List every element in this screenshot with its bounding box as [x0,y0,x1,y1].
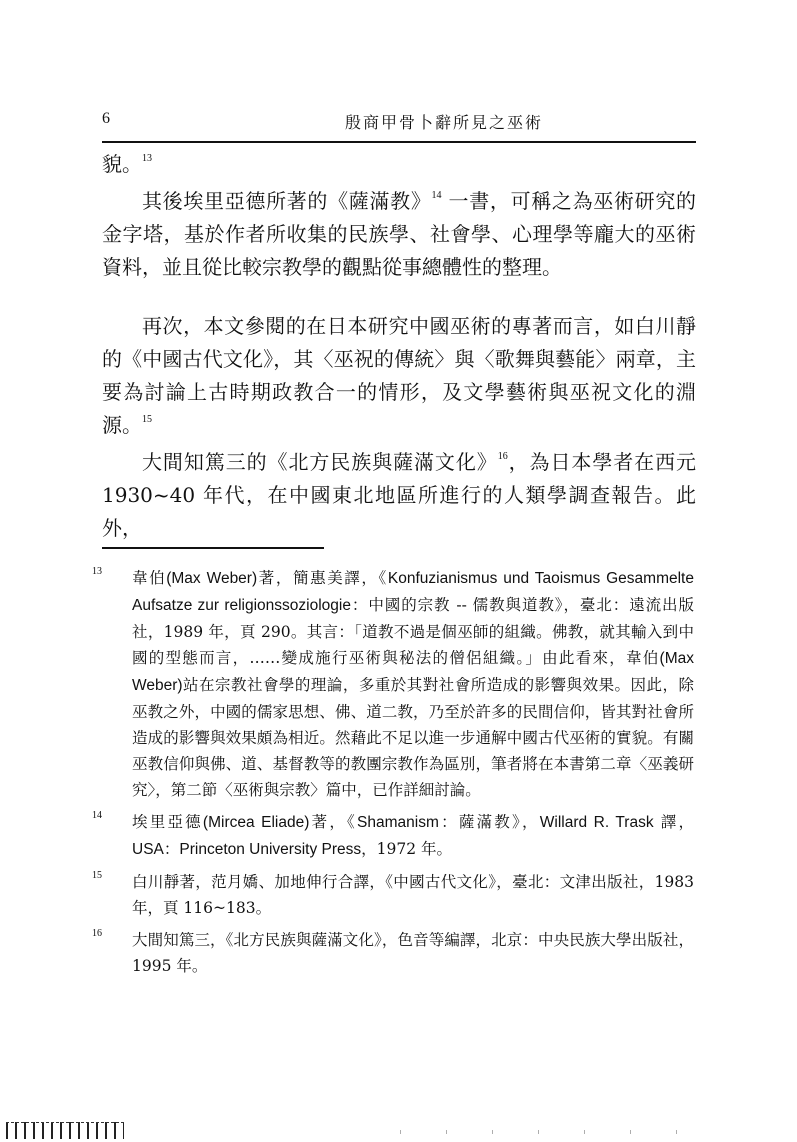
footnote-15 [92,869,694,921]
footnote-text: 大間知篤三，《北方民族與薩滿文化》，色音等編譯，北京：中央民族大學出版社，1995 年。 [132,931,694,975]
footnote-text: ： [163,840,180,858]
footnote-text: ：薩滿教》， [438,813,540,831]
footnote-text: 站在宗教社會學的理論，多重於其對社會所造成的影響與效果。因此，除巫教之外，中國的儒家思想、佛、道二教，乃至於許多的民間信仰，皆其對社會所造成的影響與效果頗為相近。然藉此不足以進一步通解中國古代巫術的實貌。有關巫教信仰與佛、道、基督教等的教團宗教作為區別，筆者將在本書第二章〈巫義研究〉，第二節〈巫術與宗教〉篇中，已作詳細討論。 [132,676,694,799]
footnote-latin: (Max Weber) [132,650,694,694]
footnote-number: 15 [92,870,102,881]
footnote-text: 白川靜著，范月嬌、加地伸行合譯，《中國古代文化》，臺北：文津出版社，1983 年，頁 116~183。 [132,873,694,917]
header-rule [102,141,696,143]
footnote-rule [102,547,324,549]
footnote-ref[interactable]: 15 [142,414,152,425]
paragraph-text: 貌。 [102,152,142,176]
scan-noise [400,1130,700,1134]
paragraph-text: 大間知篤三的《北方民族與薩滿文化》 [142,450,498,474]
footnote-16 [92,927,694,979]
footnote-number: 14 [92,810,102,821]
paragraph-text: 再次，本文參閱的在日本研究中國巫術的專著而言，如白川靜的《中國古代文化》，其〈巫祝的傳統〉與〈歌舞與藝能〉兩章，主要為討論上古時期政教合一的情形，及文學藝術與巫祝文化的淵源。 [102,314,696,437]
footnote-number: 13 [92,566,102,577]
paragraph-omachi [102,446,696,545]
body-text [102,148,696,545]
footnote-number: 16 [92,928,102,939]
footnote-latin: (Max Weber) [166,570,258,587]
footnote-latin: Princeton University Press [179,841,362,858]
footnote-text: 埃里亞德 [132,813,203,831]
footnote-text: 譯， [653,813,694,831]
footnote-text: 著，《 [309,813,358,831]
footnote-text: 韋伯 [132,569,167,587]
paragraph-text: 其後埃里亞德所著的《薩滿教》 [142,189,432,213]
paragraph-shirakawa [102,310,696,442]
page-number: 6 [102,110,110,127]
footnote-14 [92,809,694,863]
footnote-ref[interactable]: 13 [142,153,152,164]
paragraph-eliade [102,185,696,284]
footnote-text: ：中國的宗教 -- 儒教與道教》，臺北：遠流出版社，1989 年，頁 290。其言：「道教不過是個巫師的組織。佛教，就其輸入到中國的型態而言，……變成施行巫術與秘法的僧侶組織。」由此看來，韋伯 [132,596,694,667]
footnote-latin: Shamanism [357,814,439,831]
paragraph-text: 一書，可稱之為巫術研究的金字塔，基於作者所收集的民族學、社會學、心理學等龐大的巫術資料，並且從比較宗教學的觀點從事總體性的整理。 [102,189,696,279]
paragraph-continued [102,148,696,181]
scan-bars [6,1122,124,1139]
footnote-ref[interactable]: 16 [497,451,508,462]
footnote-latin: Willard R. Trask [539,814,654,831]
footnote-text: ，1972 年。 [361,840,453,858]
scan-artifact [0,1118,130,1140]
paragraph-text: ，為日本學者在西元1930~40 年代，在中國東北地區所進行的人類學調查報告。此外， [102,450,697,540]
running-title: 殷商甲骨卜辭所見之巫術 [344,113,543,132]
footnote-latin: (Mircea Eliade) [202,814,310,831]
footnote-13 [92,565,694,803]
footnote-text: 著，簡惠美譯，《 [257,569,388,587]
footnote-latin: Konfuzianismus und Taoismus Gesammelte Aufsatze zur religionssoziologie [132,570,694,614]
page-header [102,110,696,140]
footnote-latin: USA [132,841,164,858]
footnote-ref[interactable]: 14 [431,190,442,201]
footnotes [92,565,694,985]
